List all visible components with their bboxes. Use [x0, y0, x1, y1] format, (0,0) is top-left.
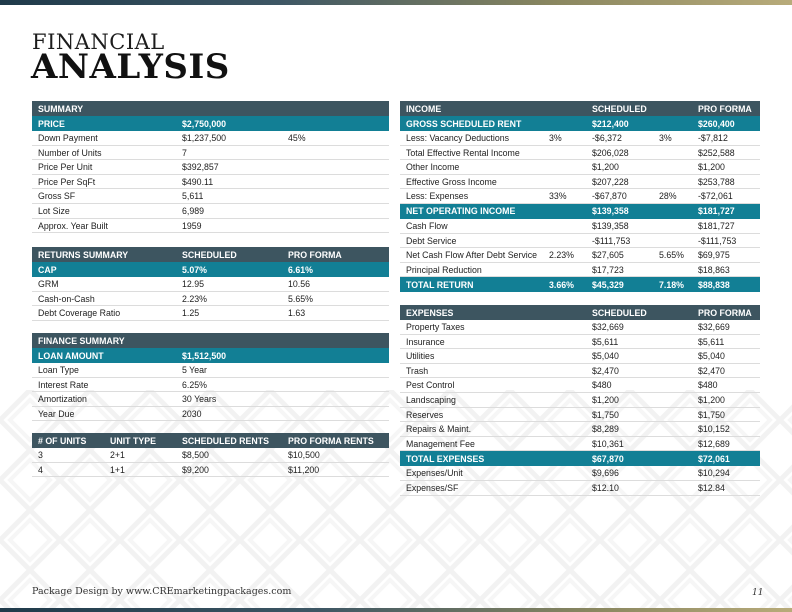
row-label: Gross SF [38, 191, 76, 202]
row-label: Cash-on-Cash [38, 293, 95, 304]
row-scheduled: $32,669 [592, 322, 624, 332]
design-credit: Package Design by www.CREmarketingpackages.com [32, 586, 292, 597]
unit-type: 1+1 [110, 464, 125, 475]
income-title: INCOME [406, 103, 442, 114]
gross-pro-forma: $260,400 [698, 118, 735, 129]
unit-scheduled: $8,500 [182, 450, 209, 460]
row-scheduled: $9,696 [592, 468, 619, 479]
row-label: Total Effective Rental Income [406, 147, 520, 158]
row-scheduled: $1,200 [592, 162, 619, 173]
row-label: Net Cash Flow After Debt Service [406, 250, 538, 261]
table-row [400, 349, 760, 364]
table-row [32, 146, 389, 161]
row-scheduled: $17,723 [592, 264, 624, 275]
noi-scheduled: $139,358 [592, 206, 629, 217]
row-label: Lot Size [38, 205, 70, 216]
page-title-line1: FINANCIAL [32, 30, 165, 54]
table-row [400, 393, 760, 408]
row-scheduled: $1,200 [592, 394, 619, 405]
row-scheduled: $5,611 [592, 336, 619, 347]
row-scheduled: $10,361 [592, 438, 624, 449]
total-return-scheduled: $45,329 [592, 279, 624, 290]
returns-summary-table [32, 247, 389, 321]
row-pro-forma: $5,040 [698, 351, 725, 362]
row-pct-scheduled: 3% [549, 133, 562, 143]
row-pro-forma: $252,588 [698, 147, 735, 158]
table-row [400, 437, 760, 452]
row-label: Principal Reduction [406, 264, 482, 275]
table-row [400, 219, 760, 234]
row-label: Insurance [406, 336, 445, 347]
row-label: Landscaping [406, 394, 456, 405]
table-row [400, 234, 760, 249]
unit-pro-forma: $11,200 [288, 464, 320, 475]
row-pro-forma: $12,689 [698, 438, 730, 449]
finance-summary-table [32, 333, 389, 421]
loan-amount-row [32, 348, 389, 363]
row-label: Less: Vacancy Deductions [406, 133, 510, 143]
page-number: 11 [752, 588, 764, 598]
total-return-row [400, 277, 760, 292]
row-scheduled: -$6,372 [592, 133, 622, 143]
table-row [400, 364, 760, 379]
row-scheduled: $2,470 [592, 365, 619, 376]
row-label: Approx. Year Built [38, 220, 108, 231]
row-label: Interest Rate [38, 379, 89, 390]
units-col-count: # OF UNITS [38, 435, 87, 446]
unit-pro-forma: $10,500 [288, 450, 320, 460]
row-scheduled: $27,605 [592, 250, 624, 261]
row-scheduled: -$67,870 [592, 191, 627, 202]
unit-scheduled: $9,200 [182, 464, 209, 475]
table-row [32, 392, 389, 407]
returns-title: RETURNS SUMMARY [38, 249, 129, 260]
row-pro-forma: 1.63 [288, 308, 306, 319]
row-label: Expenses/SF [406, 482, 459, 493]
returns-col-scheduled: SCHEDULED [182, 249, 237, 260]
cap-pro-forma: 6.61% [288, 264, 313, 275]
table-row [32, 219, 389, 234]
row-value: 5 Year [182, 365, 207, 375]
row-pro-forma: $1,750 [698, 409, 725, 420]
row-label: Reserves [406, 409, 444, 420]
row-pro-forma: $18,863 [698, 264, 730, 275]
expenses-col-pro-forma: PRO FORMA [698, 307, 752, 318]
top-accent-bar [0, 0, 792, 5]
row-label: Cash Flow [406, 220, 448, 231]
table-row [32, 131, 389, 146]
row-value: 6,989 [182, 205, 205, 216]
units-col-scheduled: SCHEDULED RENTS [182, 435, 269, 446]
row-label: Other Income [406, 162, 460, 173]
gross-scheduled: $212,400 [592, 118, 629, 129]
row-value: 1959 [182, 220, 202, 231]
row-scheduled: -$111,753 [592, 235, 631, 246]
loan-label: LOAN AMOUNT [38, 350, 104, 361]
cap-row [32, 262, 389, 277]
row-label: Property Taxes [406, 322, 465, 332]
row-scheduled: $5,040 [592, 351, 619, 362]
finance-header [32, 333, 389, 348]
total-expenses-label: TOTAL EXPENSES [406, 453, 485, 464]
row-label: Debt Coverage Ratio [38, 308, 121, 319]
units-table [32, 433, 389, 477]
expenses-title: EXPENSES [406, 307, 454, 318]
row-label: Effective Gross Income [406, 176, 497, 187]
row-label: Year Due [38, 408, 75, 419]
unit-type: 2+1 [110, 450, 125, 460]
returns-header [32, 247, 389, 262]
row-pct-scheduled: 33% [549, 191, 567, 202]
row-pro-forma: $253,788 [698, 176, 735, 187]
row-value: 30 Years [182, 394, 217, 405]
row-pro-forma: -$72,061 [698, 191, 733, 202]
table-row [400, 131, 760, 146]
row-scheduled: 12.95 [182, 279, 205, 289]
row-scheduled: 1.25 [182, 308, 200, 319]
row-scheduled: $139,358 [592, 220, 629, 231]
table-row [32, 448, 389, 463]
price-value: $2,750,000 [182, 118, 227, 129]
table-row [400, 320, 760, 335]
row-label: Price Per SqFt [38, 176, 96, 187]
table-row [400, 335, 760, 350]
row-scheduled: $480 [592, 380, 612, 391]
row-value: $490.11 [182, 176, 214, 187]
row-pct-pro-forma: 3% [659, 133, 672, 143]
row-pro-forma: -$111,753 [698, 235, 737, 246]
total-return-pct-pro-forma: 7.18% [659, 279, 684, 290]
table-row [400, 466, 760, 481]
row-label: Less: Expenses [406, 191, 469, 202]
expenses-col-scheduled: SCHEDULED [592, 307, 647, 318]
row-pro-forma: $181,727 [698, 220, 735, 231]
income-table [400, 101, 760, 292]
table-row [32, 175, 389, 190]
row-scheduled: $207,228 [592, 176, 629, 187]
bottom-accent-bar [0, 608, 792, 612]
table-row [32, 189, 389, 204]
total-return-pro-forma: $88,838 [698, 279, 730, 290]
table-row [400, 481, 760, 496]
row-pro-forma: $1,200 [698, 162, 725, 173]
row-pct-pro-forma: 5.65% [659, 250, 684, 261]
table-row [32, 363, 389, 378]
row-pct-pro-forma: 28% [659, 191, 677, 202]
row-pro-forma: $10,294 [698, 468, 730, 479]
row-scheduled: $8,289 [592, 424, 619, 435]
table-row [400, 378, 760, 393]
price-row [32, 116, 389, 131]
row-label: Repairs & Maint. [406, 424, 472, 435]
row-pro-forma: $1,200 [698, 394, 725, 405]
finance-title: FINANCE SUMMARY [38, 335, 125, 346]
row-label: Amortization [38, 394, 87, 405]
table-row [32, 407, 389, 422]
row-pro-forma: $5,611 [698, 336, 725, 347]
row-label: Pest Control [406, 380, 455, 391]
row-label: Debt Service [406, 235, 457, 246]
summary-title: SUMMARY [38, 103, 84, 114]
income-col-scheduled: SCHEDULED [592, 103, 647, 114]
row-pro-forma: $69,975 [698, 250, 730, 261]
row-pro-forma: 5.65% [288, 293, 313, 304]
row-pro-forma: $480 [698, 380, 718, 391]
row-value: $392,857 [182, 162, 219, 173]
noi-label: NET OPERATING INCOME [406, 206, 516, 217]
row-label: Management Fee [406, 438, 475, 449]
table-row [400, 408, 760, 423]
table-row [400, 146, 760, 161]
row-label: Number of Units [38, 147, 102, 158]
row-extra: 45% [288, 133, 306, 143]
row-pro-forma: $12.84 [698, 482, 725, 493]
row-scheduled: $12.10 [592, 482, 619, 493]
table-row [32, 306, 389, 321]
row-value: $1,237,500 [182, 133, 227, 143]
row-pct-scheduled: 2.23% [549, 250, 574, 261]
table-row [400, 160, 760, 175]
table-row [400, 189, 760, 204]
row-scheduled: 2.23% [182, 293, 207, 304]
row-label: GRM [38, 279, 59, 289]
income-header [400, 101, 760, 116]
row-pro-forma: $32,669 [698, 322, 730, 332]
row-label: Utilities [406, 351, 435, 362]
row-value: 5,611 [182, 191, 204, 202]
row-pro-forma: 10.56 [288, 279, 311, 289]
total-expenses-scheduled: $67,870 [592, 453, 624, 464]
noi-pro-forma: $181,727 [698, 206, 735, 217]
total-expenses-pro-forma: $72,061 [698, 453, 730, 464]
table-row [400, 422, 760, 437]
row-label: Expenses/Unit [406, 468, 463, 479]
row-value: 2030 [182, 408, 202, 419]
row-value: 7 [182, 147, 187, 158]
row-label: Price Per Unit [38, 162, 93, 173]
row-pro-forma: $10,152 [698, 424, 730, 435]
row-value: 6.25% [182, 379, 207, 390]
row-pro-forma: $2,470 [698, 365, 725, 376]
price-label: PRICE [38, 118, 65, 129]
table-row [32, 378, 389, 393]
units-header [32, 433, 389, 448]
page-title-line2: ANALYSIS [31, 47, 230, 87]
table-row [400, 175, 760, 190]
table-row [400, 248, 760, 263]
cap-scheduled: 5.07% [182, 264, 207, 275]
row-scheduled: $206,028 [592, 147, 629, 158]
units-col-type: UNIT TYPE [110, 435, 156, 446]
gross-rent-row [400, 116, 760, 131]
total-expenses-row [400, 451, 760, 466]
row-label: Trash [406, 365, 429, 376]
row-pro-forma: -$7,812 [698, 133, 728, 143]
unit-count: 3 [38, 450, 43, 460]
row-label: Down Payment [38, 133, 98, 143]
cap-label: CAP [38, 264, 57, 275]
table-row [32, 292, 389, 307]
summary-table [32, 101, 389, 233]
units-col-pro-forma: PRO FORMA RENTS [288, 435, 374, 446]
total-return-pct-scheduled: 3.66% [549, 279, 574, 290]
returns-col-pro-forma: PRO FORMA [288, 249, 342, 260]
total-return-label: TOTAL RETURN [406, 279, 474, 290]
expenses-table [400, 305, 760, 496]
noi-row [400, 204, 760, 219]
loan-value: $1,512,500 [182, 350, 227, 361]
unit-count: 4 [38, 464, 43, 475]
gross-label: GROSS SCHEDULED RENT [406, 118, 522, 129]
row-label: Loan Type [38, 365, 79, 375]
table-row [32, 160, 389, 175]
income-col-pro-forma: PRO FORMA [698, 103, 752, 114]
row-scheduled: $1,750 [592, 409, 619, 420]
table-row [400, 263, 760, 278]
table-row [32, 277, 389, 292]
table-row [32, 204, 389, 219]
table-row [32, 463, 389, 478]
summary-header [32, 101, 389, 116]
expenses-header [400, 305, 760, 320]
